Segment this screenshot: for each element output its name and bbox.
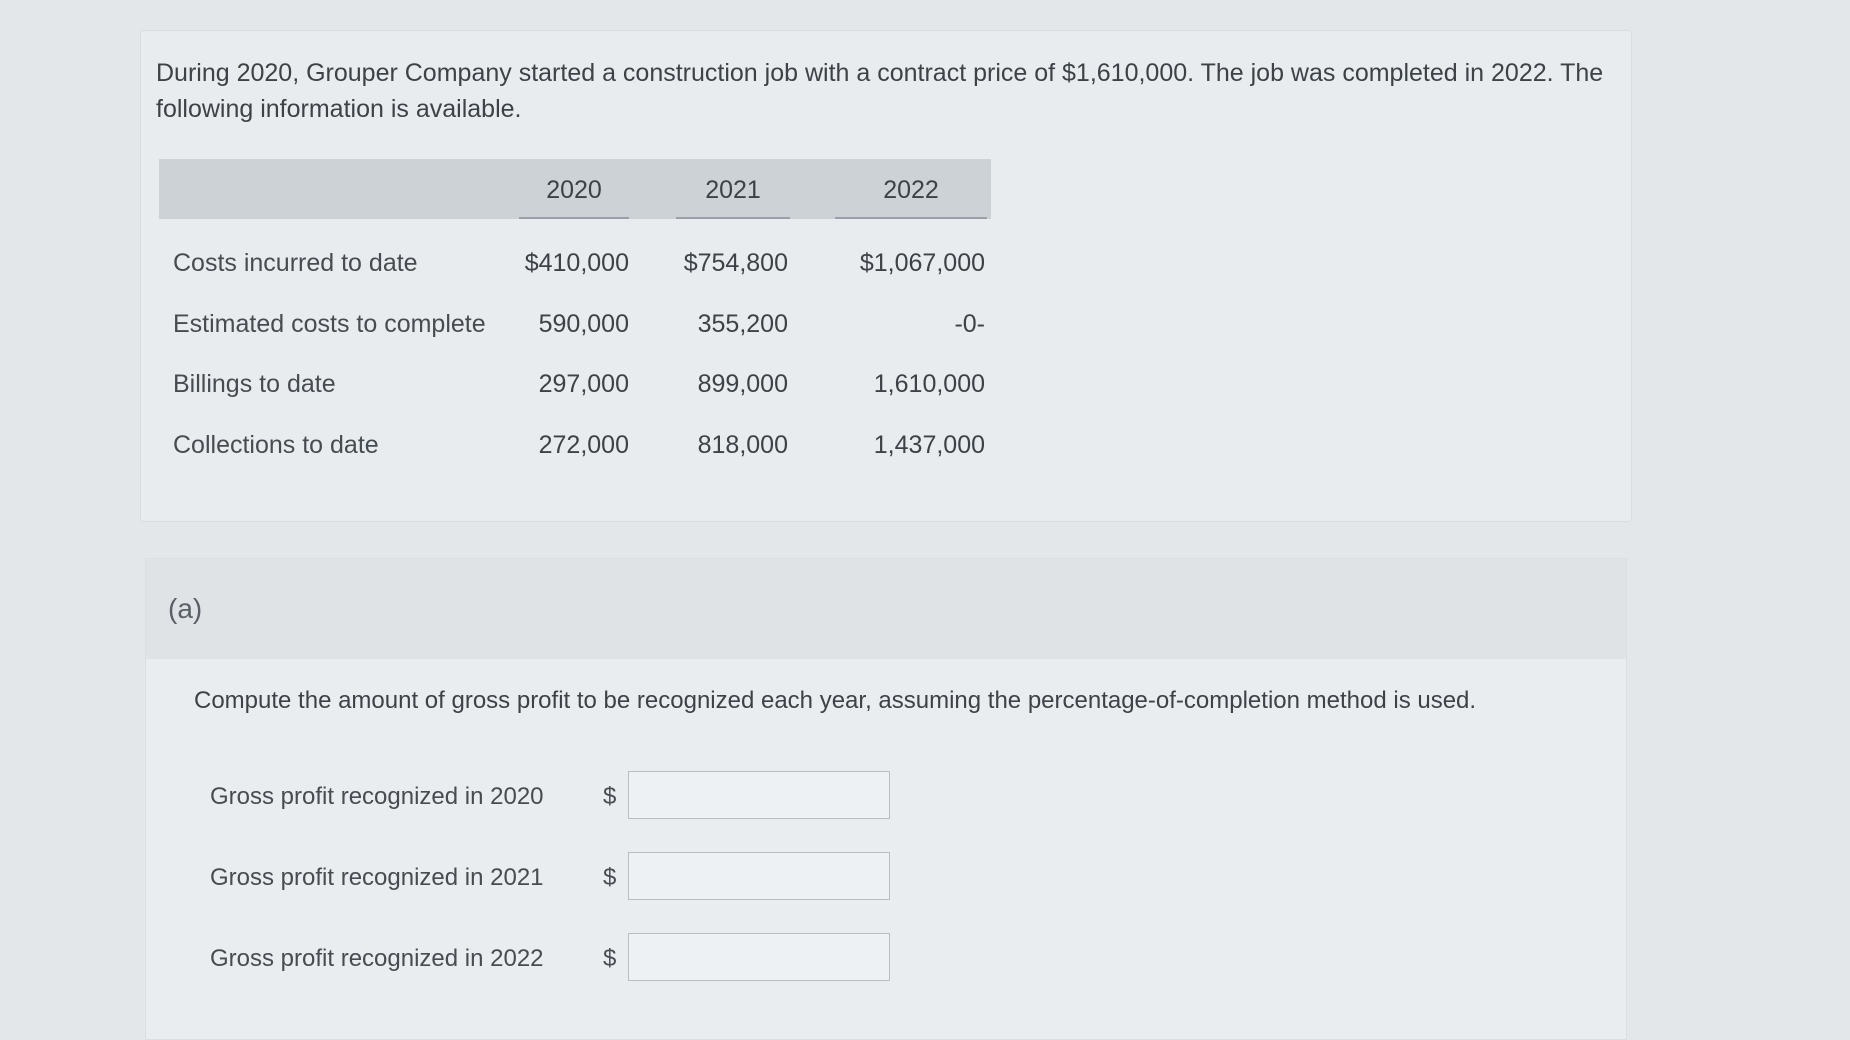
cell-2020: 297,000 [538, 370, 629, 398]
cell-2021: 818,000 [697, 431, 788, 459]
table-row-collections [159, 423, 991, 467]
cell-2021: 899,000 [697, 370, 788, 398]
table-row-costs-incurred [159, 241, 991, 285]
dollar-sign: $ [603, 783, 617, 810]
cell-2021: $754,800 [683, 249, 788, 277]
answer-label: Gross profit recognized in 2020 [210, 783, 544, 810]
answer-row-2022 [146, 933, 1626, 985]
cell-2020: 272,000 [538, 431, 629, 459]
dollar-sign: $ [603, 945, 617, 972]
column-header-2022: 2022 [835, 159, 987, 219]
answer-label: Gross profit recognized in 2021 [210, 864, 544, 891]
answer-row-2020 [146, 771, 1626, 823]
row-label: Collections to date [173, 431, 379, 459]
cell-2022: 1,610,000 [873, 370, 985, 398]
table-row-billings [159, 362, 991, 406]
dollar-sign: $ [603, 864, 617, 891]
answer-label: Gross profit recognized in 2022 [210, 945, 544, 972]
part-a-header [146, 559, 1626, 659]
cell-2022: 1,437,000 [873, 431, 985, 459]
gross-profit-2020-input[interactable] [628, 771, 890, 819]
gross-profit-2022-input[interactable] [628, 933, 890, 981]
cell-2022: $1,067,000 [859, 249, 985, 277]
problem-panel [140, 30, 1632, 522]
cell-2022: -0- [954, 310, 985, 338]
cell-2021: 355,200 [697, 310, 788, 338]
row-label: Estimated costs to complete [173, 310, 486, 338]
cell-2020: $410,000 [524, 249, 629, 277]
part-label: (a) [168, 593, 203, 624]
row-label: Billings to date [173, 370, 336, 398]
part-a-panel [145, 558, 1627, 1040]
problem-intro: During 2020, Grouper Company started a construction job with a contract price of $1,610,000. The job was completed in 2022. The following information is available. [156, 59, 1604, 123]
answer-row-2021 [146, 852, 1626, 904]
gross-profit-2021-input[interactable] [628, 852, 890, 900]
column-header-2020: 2020 [519, 159, 629, 219]
row-label: Costs incurred to date [173, 249, 418, 277]
part-a-instruction: Compute the amount of gross profit to be recognized each year, assuming the percentage-of-completion method is used. [194, 687, 1477, 714]
column-header-2021: 2021 [676, 159, 790, 219]
table-row-estimated-costs [159, 302, 991, 346]
cell-2020: 590,000 [538, 310, 629, 338]
